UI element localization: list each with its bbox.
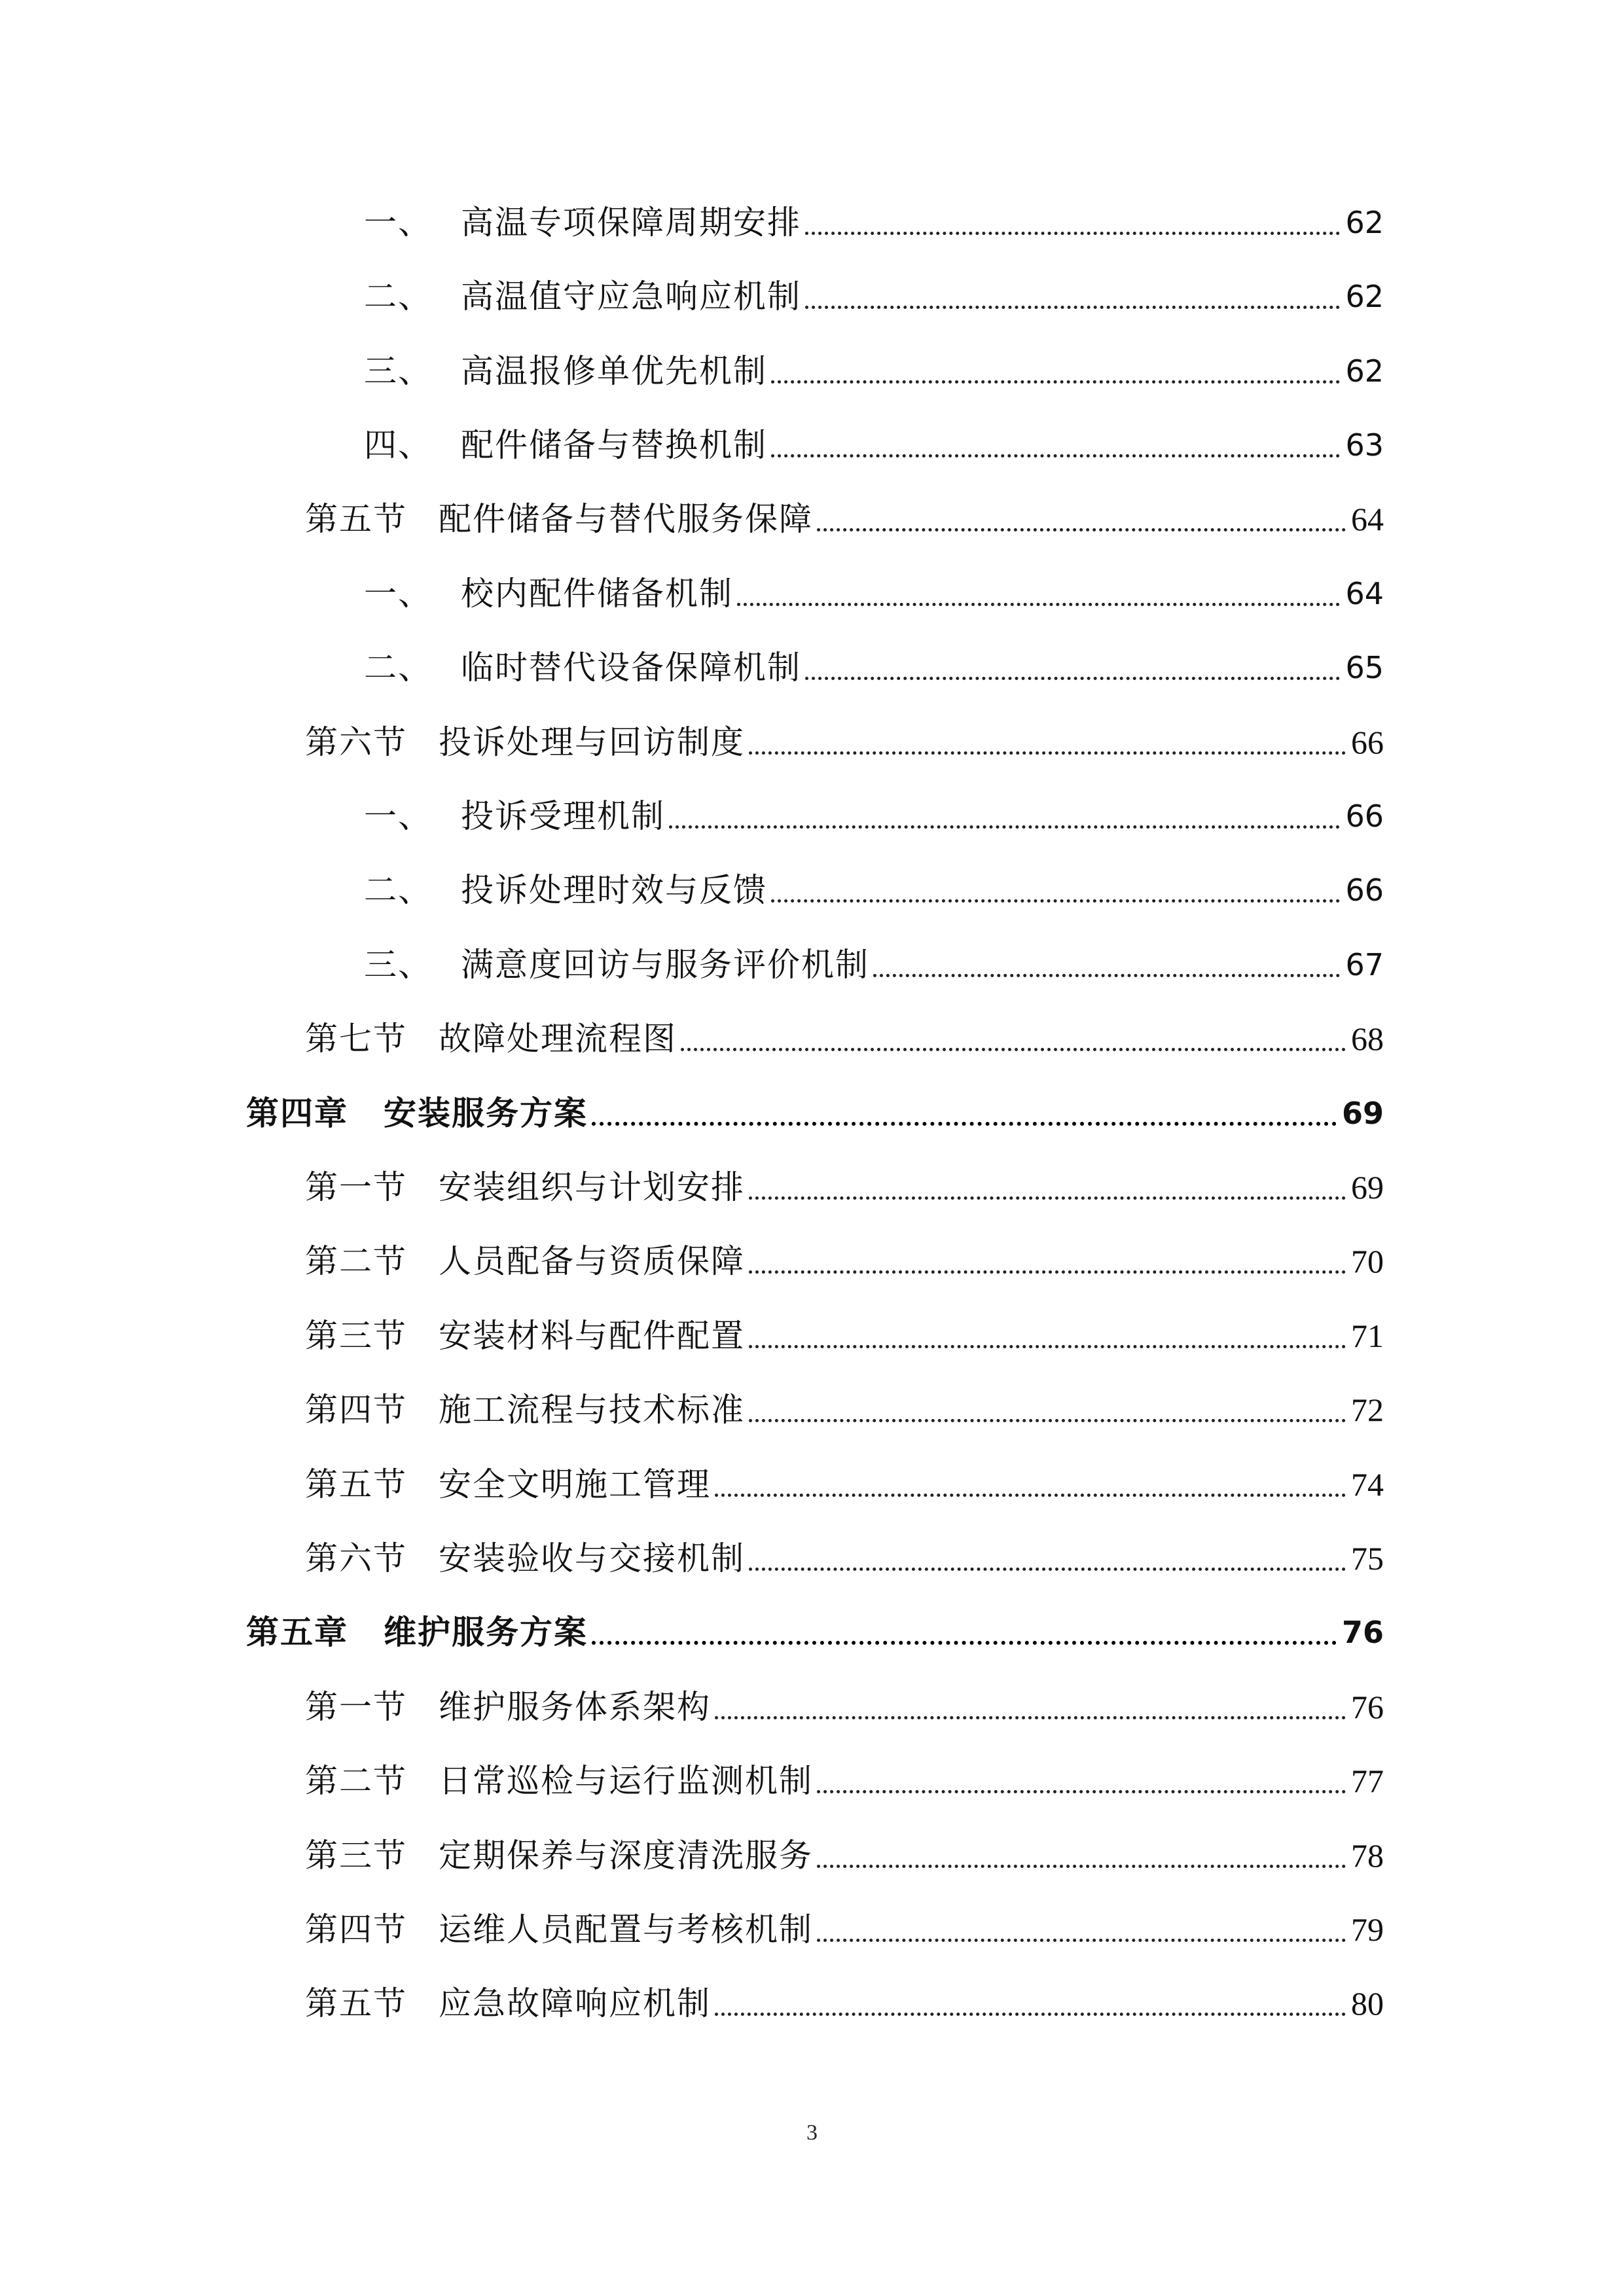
toc-entry-title: 安全文明施工管理 [439, 1465, 711, 1503]
toc-entry-title: 安装验收与交接机制 [439, 1539, 745, 1577]
dot-leader [873, 974, 1340, 977]
toc-entry[interactable] [364, 638, 1384, 691]
toc-entry-number: 第二节 [305, 1242, 407, 1280]
toc-entry-page: 70 [1351, 1243, 1384, 1280]
toc-entry-number: 三、 [364, 946, 432, 984]
toc-entry-page: 80 [1351, 1985, 1384, 2022]
toc-entry-page: 76 [1351, 1689, 1384, 1725]
toc-entry-number: 第七节 [305, 1020, 407, 1058]
dot-leader [771, 380, 1340, 384]
toc-entry[interactable] [364, 861, 1384, 913]
dot-leader [805, 677, 1340, 680]
dot-leader [771, 899, 1340, 903]
toc-entry-page: 74 [1351, 1466, 1384, 1503]
toc-entry-page: 63 [1345, 427, 1384, 463]
toc-entry-page: 62 [1345, 353, 1384, 389]
toc-entry-title: 安装组织与计划安排 [439, 1168, 745, 1206]
dot-leader [669, 825, 1340, 829]
dot-leader [805, 306, 1340, 309]
dot-leader [771, 454, 1340, 457]
toc-entry-number: 二、 [364, 649, 432, 687]
toc-entry-number: 第五章 [246, 1613, 348, 1651]
dot-leader [817, 1790, 1346, 1793]
toc-entry-title: 校内配件储备机制 [461, 575, 733, 613]
toc-entry[interactable] [305, 1677, 1384, 1730]
toc-entry-title: 应急故障响应机制 [439, 1984, 711, 2022]
toc-entry-number: 一、 [364, 797, 432, 835]
toc-entry-title: 配件储备与替代服务保障 [439, 500, 813, 538]
toc-entry-title: 高温报修单优先机制 [461, 352, 767, 390]
toc-entry-number: 第二节 [305, 1762, 407, 1800]
toc-entry-number: 第四章 [246, 1094, 348, 1132]
toc-entry-title: 日常巡检与运行监测机制 [439, 1762, 813, 1800]
toc-entry[interactable] [305, 490, 1384, 542]
toc-entry-number: 第三节 [305, 1837, 407, 1874]
dot-leader [715, 1494, 1346, 1497]
dot-leader [749, 1345, 1346, 1348]
toc-entry[interactable] [305, 1826, 1384, 1878]
dot-leader [817, 1865, 1346, 1868]
toc-entry-page: 76 [1341, 1615, 1384, 1650]
toc-entry-title: 维护服务方案 [384, 1613, 588, 1651]
toc-entry-number: 三、 [364, 352, 432, 390]
toc-entry-title: 投诉处理与回访制度 [439, 723, 745, 761]
toc-chapter-entry[interactable] [246, 1084, 1384, 1136]
dot-leader [805, 232, 1340, 235]
toc-entry-number: 第五节 [305, 500, 407, 538]
toc-entry-number: 一、 [364, 575, 432, 613]
toc-entry[interactable] [364, 935, 1384, 988]
toc-entry-number: 二、 [364, 278, 432, 315]
toc-entry-page: 79 [1351, 1911, 1384, 1948]
toc-entry-page: 68 [1351, 1020, 1384, 1057]
toc-entry-number: 第四节 [305, 1391, 407, 1429]
toc-entry-page: 75 [1351, 1540, 1384, 1577]
toc-entry[interactable] [305, 1900, 1384, 1952]
toc-entry[interactable] [305, 1380, 1384, 1433]
toc-entry-title: 高温值守应急响应机制 [461, 278, 801, 315]
dot-leader [715, 2013, 1346, 2016]
toc-entry-page: 69 [1351, 1169, 1384, 1206]
toc-entry-page: 62 [1345, 279, 1384, 314]
toc-entry[interactable] [364, 342, 1384, 394]
toc-entry-page: 69 [1341, 1096, 1384, 1131]
dot-leader [749, 1196, 1346, 1200]
toc-entry-number: 第六节 [305, 723, 407, 761]
toc-entry-number: 第五节 [305, 1984, 407, 2022]
dot-leader [749, 1419, 1346, 1422]
toc-entry-title: 人员配备与资质保障 [439, 1242, 745, 1280]
dot-leader [749, 1270, 1346, 1274]
dot-leader [817, 1939, 1346, 1942]
toc-entry-page: 65 [1345, 650, 1384, 685]
toc-entry[interactable] [305, 1974, 1384, 2026]
toc-entry-number: 一、 [364, 204, 432, 242]
toc-entry[interactable] [364, 193, 1384, 245]
toc-entry-title: 高温专项保障周期安排 [461, 204, 801, 242]
toc-entry-title: 安装服务方案 [384, 1094, 588, 1132]
toc-entry-page: 78 [1351, 1837, 1384, 1874]
dot-leader [737, 603, 1340, 606]
toc-entry-title: 施工流程与技术标准 [439, 1391, 745, 1429]
toc-entry-page: 72 [1351, 1391, 1384, 1428]
toc-entry-title: 临时替代设备保障机制 [461, 649, 801, 687]
toc-entry-title: 投诉处理时效与反馈 [461, 871, 767, 909]
dot-leader [817, 528, 1346, 531]
toc-entry[interactable] [364, 416, 1384, 468]
toc-entry-page: 71 [1351, 1318, 1384, 1354]
toc-entry[interactable] [305, 1158, 1384, 1210]
toc-entry-number: 第三节 [305, 1317, 407, 1355]
toc-entry-title: 故障处理流程图 [439, 1020, 677, 1058]
toc-entry-number: 第六节 [305, 1539, 407, 1577]
toc-entry-page: 66 [1345, 798, 1384, 834]
toc-entry-number: 二、 [364, 871, 432, 909]
toc-entry[interactable] [305, 1751, 1384, 1804]
toc-entry-number: 第五节 [305, 1465, 407, 1503]
dot-leader [749, 1568, 1346, 1571]
toc-entry-page: 62 [1345, 205, 1384, 240]
toc-entry[interactable] [305, 1306, 1384, 1359]
toc-entry[interactable] [305, 1455, 1384, 1507]
toc-entry[interactable] [305, 1232, 1384, 1284]
toc-entry-title: 维护服务体系架构 [439, 1688, 711, 1726]
toc-entry[interactable] [305, 713, 1384, 765]
dot-leader [715, 1716, 1346, 1719]
toc-entry-title: 运维人员配置与考核机制 [439, 1910, 813, 1948]
toc-entry-page: 67 [1345, 947, 1384, 982]
dot-leader [592, 1641, 1337, 1645]
dot-leader [681, 1048, 1346, 1051]
toc-entry-page: 66 [1351, 724, 1384, 761]
toc-entry-title: 配件储备与替换机制 [461, 426, 767, 464]
toc-entry[interactable] [305, 1529, 1384, 1581]
toc-entry-title: 定期保养与深度清洗服务 [439, 1837, 813, 1874]
dot-leader [749, 751, 1346, 755]
toc-entry-number: 第四节 [305, 1910, 407, 1948]
toc-entry-page: 66 [1345, 872, 1384, 908]
toc-entry-number: 第一节 [305, 1168, 407, 1206]
dot-leader [592, 1122, 1337, 1126]
toc-entry-page: 64 [1345, 576, 1384, 611]
toc-entry-number: 第一节 [305, 1688, 407, 1726]
toc-entry[interactable] [364, 787, 1384, 839]
toc-entry-page: 64 [1351, 501, 1384, 537]
toc-entry-page: 77 [1351, 1763, 1384, 1799]
toc-entry-number: 四、 [364, 426, 432, 464]
page-number: 3 [806, 2121, 818, 2145]
toc-entry[interactable] [364, 267, 1384, 319]
toc-entry-title: 安装材料与配件配置 [439, 1317, 745, 1355]
toc-entry-title: 满意度回访与服务评价机制 [461, 946, 869, 984]
toc-chapter-entry[interactable] [246, 1603, 1384, 1655]
toc-entry[interactable] [364, 564, 1384, 617]
toc-entry-title: 投诉受理机制 [461, 797, 665, 835]
toc-entry[interactable] [305, 1009, 1384, 1062]
